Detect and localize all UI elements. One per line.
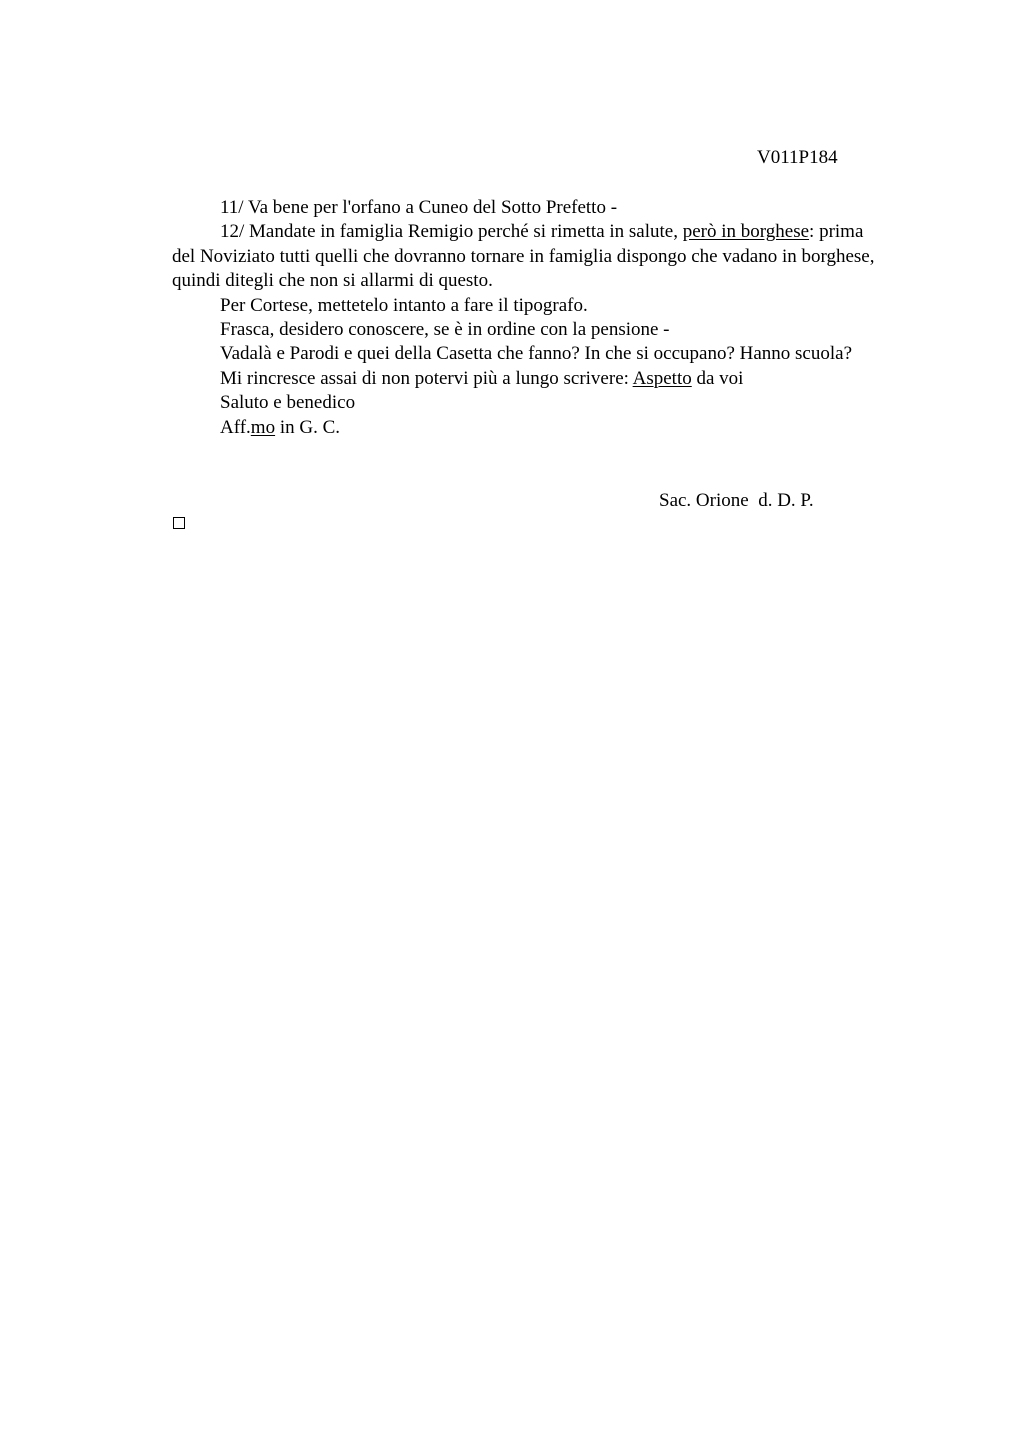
paragraph-text: 12/ Mandate in famiglia Remigio perché si rimetta in salute,	[220, 221, 683, 243]
document-id: V011P184	[757, 147, 838, 168]
paragraph-text: in G. C.	[275, 416, 341, 438]
paragraph-text: : prima del Noviziato tutti quelli che dovranno tornare in famiglia dispongo che vadano in borghese, quindi ditegli che non si allarmi di questo.	[172, 221, 875, 292]
paragraph-frasca: Frasca, desidero conoscere, se è in ordine con la pensione -	[220, 319, 670, 341]
underlined-text: mo	[250, 416, 276, 438]
letter-body	[172, 196, 888, 440]
paragraph-vadala: Vadalà e Parodi e quei della Casetta che fanno? In che si occupano? Hanno scuola?	[220, 343, 853, 365]
signature: Sac. Orione d. D. P.	[659, 490, 814, 511]
underlined-text: però in borghese	[682, 221, 810, 243]
paragraph-text: Aff.	[220, 416, 251, 438]
paragraph-valediction	[172, 416, 888, 440]
underlined-text: Aspetto	[632, 367, 692, 389]
paragraph-text: Mi rincresce assai di non potervi più a lungo scrivere:	[220, 367, 633, 389]
paragraph-greeting: Saluto e benedico	[220, 392, 356, 414]
paragraph-closing	[172, 367, 888, 391]
paragraph-item-12	[172, 220, 888, 293]
paragraph-cortese: Per Cortese, mettetelo intanto a fare il tipografo.	[220, 294, 588, 316]
paragraph-text: da voi	[691, 367, 744, 389]
square-box-icon	[173, 517, 185, 529]
paragraph-item-11: 11/ Va bene per l'orfano a Cuneo del Sotto Prefetto -	[220, 197, 618, 218]
